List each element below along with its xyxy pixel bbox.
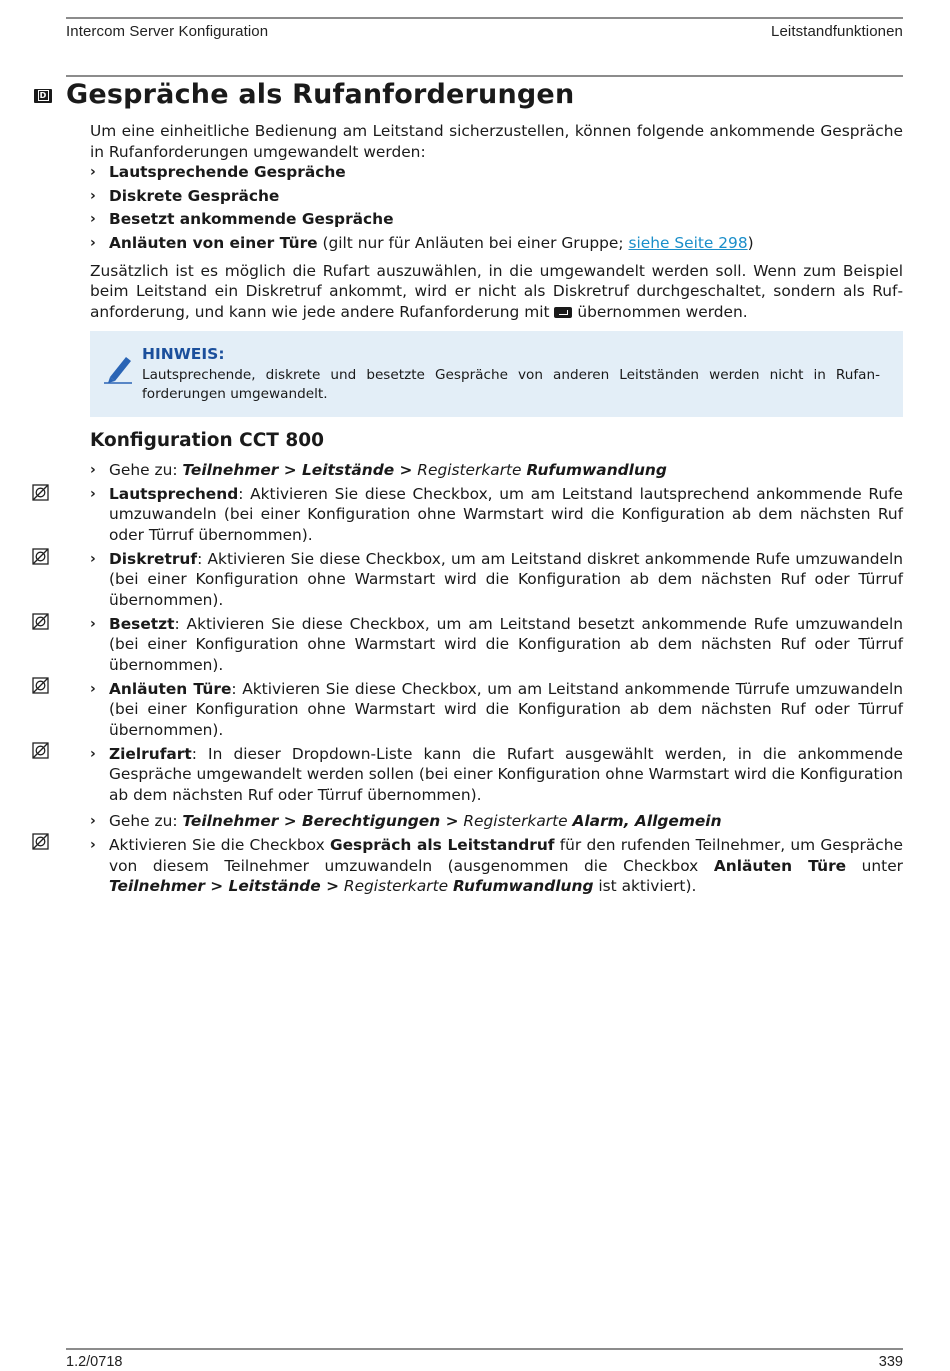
chevron-right-icon: › (90, 187, 96, 204)
config-list (90, 460, 903, 897)
chevron-right-icon: › (90, 680, 96, 697)
chevron-right-icon: › (90, 745, 96, 762)
section-title: Konfiguration CCT 800 (90, 430, 324, 451)
checkbox-icon (32, 833, 50, 851)
page-link[interactable]: siehe Seite 298 (628, 233, 748, 252)
footer-rule (66, 1348, 903, 1350)
setting-item: › Anläuten Türe: Aktivieren Sie diese Checkbox, um am Leitstand ankommende Türrufe umzuwandeln (bei einer Konfiguration ohne Warmstart wird die Konfiguration ab dem nächsten Ruf oder Türruf übernommen). (90, 679, 903, 739)
checkbox-icon (32, 742, 50, 760)
intro-paragraph: Um eine einheitliche Bedienung am Leitstand sicherzustellen, können folgende ankommende Gespräche in Rufanforderungen umgewandelt werden: (90, 122, 903, 161)
goto-step: › Gehe zu: Teilnehmer > Leitstände > Registerkarte Rufumwandlung (90, 461, 667, 479)
setting-item: › Zielrufart: In dieser Dropdown-Liste kann die Rufart ausgewählt werden, in die ankommende Gespräche umgewandelt werden sollen (bei einer Konfiguration ohne Warmstart wird die Konfiguration ab dem nächsten Ruf oder Türruf übernommen). (90, 744, 903, 804)
chapter-mark-icon: D (34, 89, 52, 103)
checkbox-icon (32, 484, 50, 502)
header-right: Leitstandfunktionen (771, 23, 903, 40)
hint-box (90, 331, 903, 417)
header-left: Intercom Server Konfiguration (66, 23, 269, 40)
chevron-right-icon: › (90, 550, 96, 567)
hint-text: Lautsprechende, diskrete und besetzte Gespräche von anderen Leitständen werden nicht in Rufanforderungen umgewandelt. (142, 367, 880, 402)
chevron-right-icon: › (90, 164, 96, 180)
list-item: › Anläuten von einer Türe (gilt nur für Anläuten bei einer Gruppe; siehe Seite 298) (90, 233, 754, 252)
goto-step: › Gehe zu: Teilnehmer > Berechtigungen > Registerkarte Alarm, Allgemein (90, 812, 722, 830)
checkbox-icon (32, 613, 50, 631)
hint-title: HINWEIS: (142, 345, 225, 363)
page-number: 339 (878, 1354, 903, 1370)
setting-item: › Diskretruf: Aktivieren Sie diese Checkbox, um am Leitstand diskret ankommende Rufe umzuwandeln (bei einer Konfiguration ohne Warmstart wird die Konfiguration ab dem nächsten Ruf oder Türruf übernommen). (90, 549, 903, 609)
list-item: › Diskrete Gespräche (90, 186, 280, 205)
chevron-right-icon: › (90, 234, 96, 251)
page-title: Gespräche als Rufanforderungen (66, 79, 575, 110)
enter-key-icon (554, 307, 572, 318)
intro-block (90, 121, 903, 322)
config-steps (90, 460, 903, 897)
pen-icon (104, 351, 134, 385)
footer-version: 1.2/0718 (66, 1354, 123, 1370)
chevron-right-icon: › (90, 615, 96, 632)
chevron-right-icon: › (90, 837, 96, 853)
call-type-list (90, 162, 903, 259)
chevron-right-icon: › (90, 485, 96, 502)
header-top-rule (66, 17, 903, 19)
conversion-paragraph: Zusätzlich ist es möglich die Rufart auszuwählen, in die umgewandelt werden soll. Wenn zum Beispiel beim Leitstand ein Diskretruf ankommt, wird er nicht als Diskretruf durchgeschaltet, sondern als Rufanforderung, und kann wie jede andere Rufanforderung mit übernommen werden. (90, 261, 903, 321)
list-item: › Lautsprechende Gespräche (90, 163, 346, 181)
chevron-right-icon: › (90, 462, 96, 478)
header-bottom-rule (66, 75, 903, 77)
checkbox-icon (32, 677, 50, 695)
list-item: › Besetzt ankommende Gespräche (90, 210, 394, 228)
setting-item: › Lautsprechend: Aktivieren Sie diese Checkbox, um am Leitstand lautsprechend ankommende Rufe umzuwandeln (bei einer Konfiguration ohne Warmstart wird die Konfiguration ab dem nächsten Ruf oder Türruf übernommen). (90, 484, 903, 544)
chevron-right-icon: › (90, 813, 96, 829)
chevron-right-icon: › (90, 211, 96, 227)
checkbox-icon (32, 548, 50, 566)
setting-item: › Aktivieren Sie die Checkbox Gespräch als Leitstandruf für den rufenden Teilnehmer, um Gespräche von diesem Teilnehmer umzuwandeln (ausgenommen die Checkbox Anläuten Türe unter Teilnehmer > Leitstände > Registerkarte Rufumwandlung ist aktiviert). (90, 836, 903, 895)
setting-item: › Besetzt: Aktivieren Sie diese Checkbox, um am Leitstand besetzt ankommende Rufe umzuwandeln (bei einer Konfiguration ohne Warmstart wird die Konfiguration ab dem nächsten Ruf oder Türruf übernommen). (90, 614, 903, 674)
